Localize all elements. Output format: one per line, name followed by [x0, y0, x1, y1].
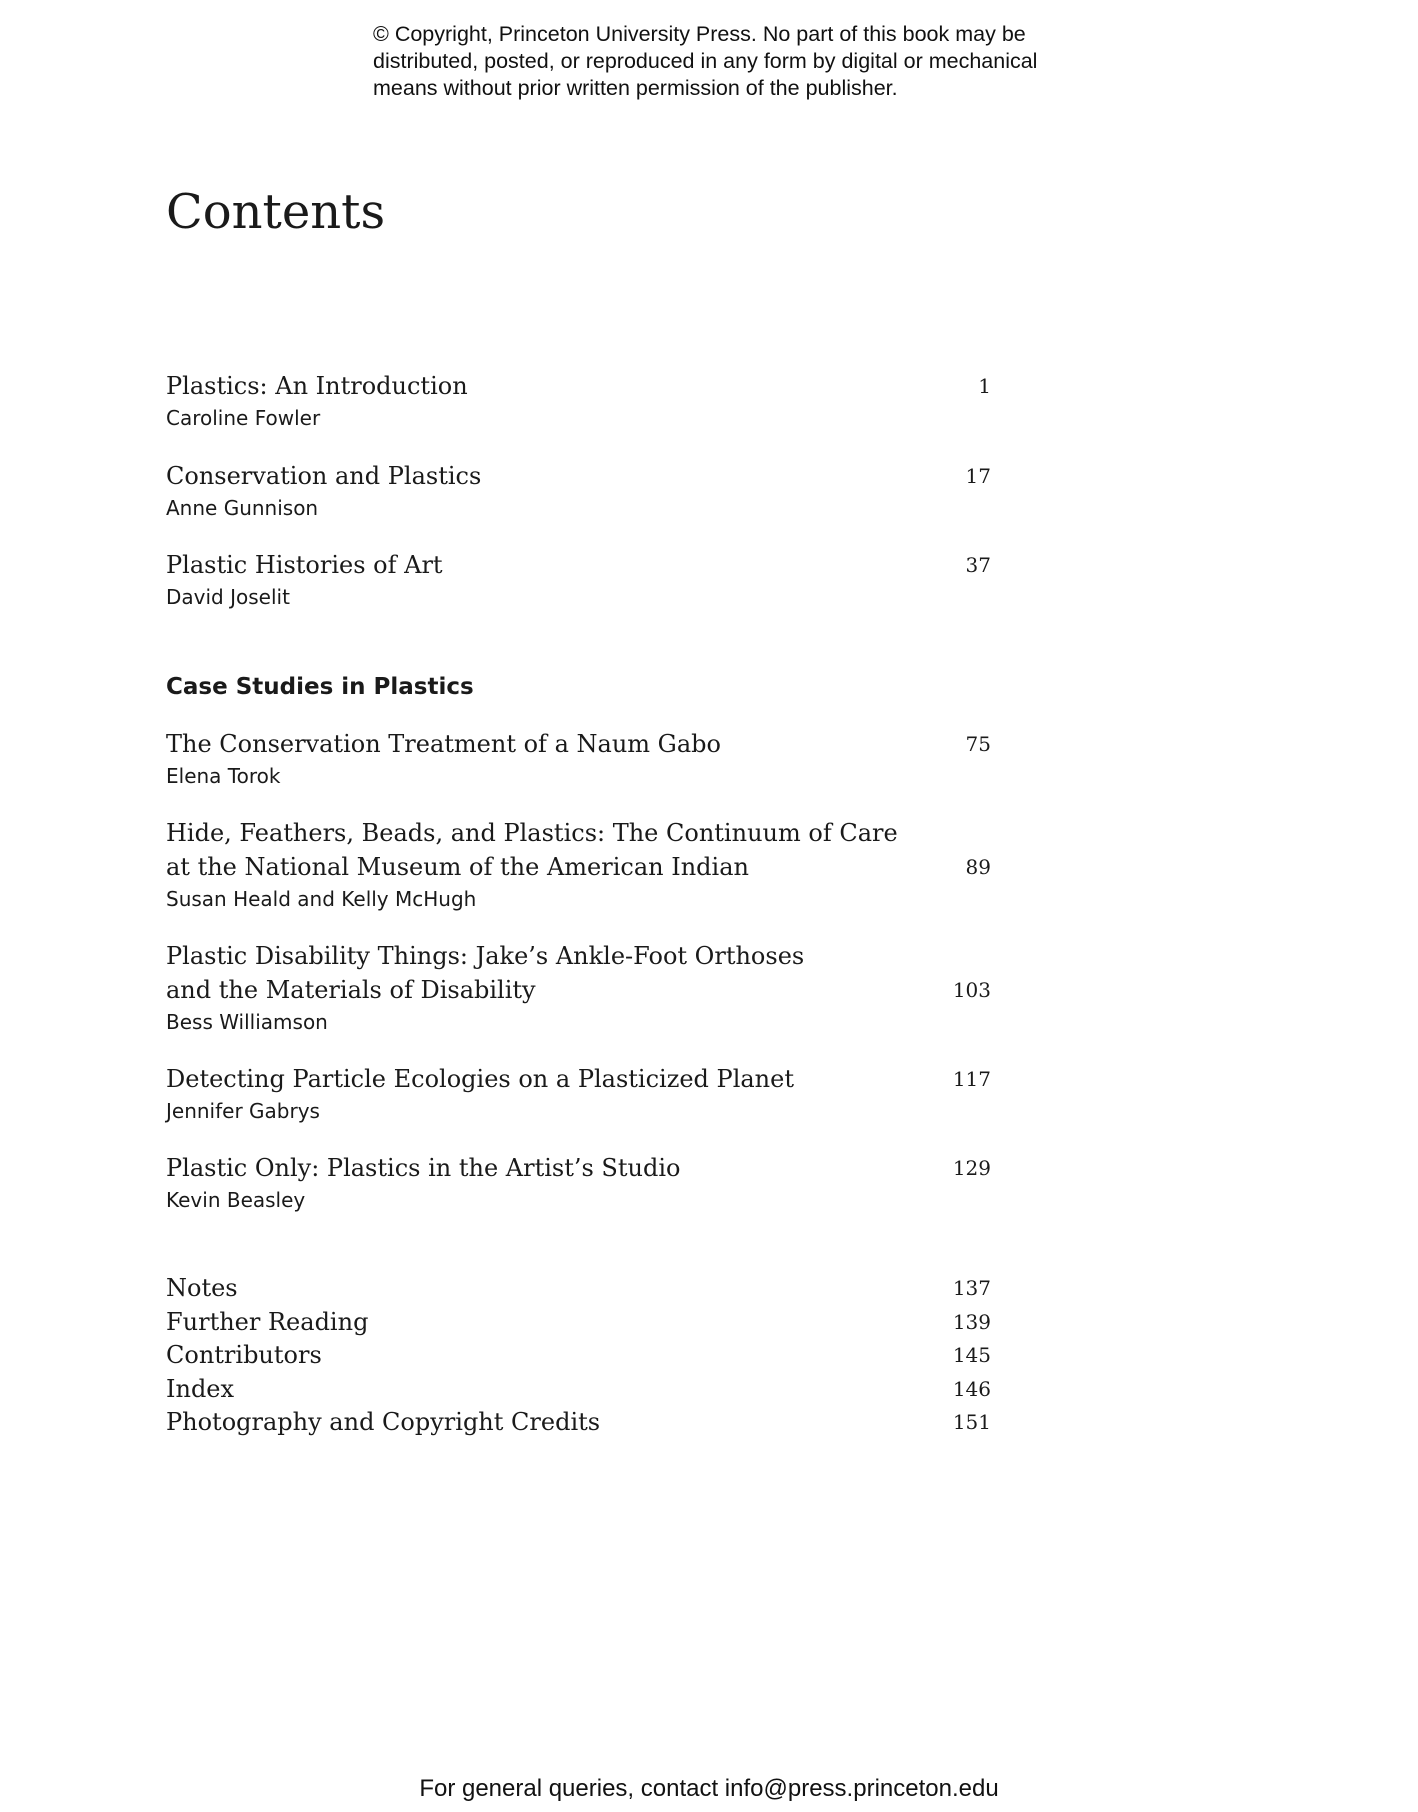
toc-entry[interactable]	[166, 548, 991, 612]
toc-entry-page-number: 17	[965, 464, 991, 488]
toc-entry-page-number: 37	[965, 553, 991, 577]
toc-entry-author: Jennifer Gabrys	[166, 1099, 320, 1123]
toc-entry-page-number: 103	[952, 978, 991, 1002]
back-matter-page-number: 145	[952, 1343, 991, 1367]
toc-entry-title: Hide, Feathers, Beads, and Plastics: The Continuum of Care at the National Museum of the American Indian	[166, 819, 898, 881]
toc-entry-page-number: 1	[978, 374, 991, 398]
back-matter-title: Photography and Copyright Credits	[166, 1408, 601, 1436]
toc-entry-page-number: 75	[965, 732, 991, 756]
back-matter-list	[166, 1272, 991, 1440]
footer-contact	[0, 1774, 1418, 1804]
back-matter-item[interactable]	[166, 1373, 991, 1407]
toc-entry-page-number: 117	[952, 1067, 991, 1091]
copyright-line: distributed, posted, or reproduced in any form by digital or mechanical	[373, 49, 1038, 73]
copyright-notice	[373, 21, 1093, 102]
back-matter-title: Index	[166, 1374, 235, 1403]
toc-entry-author: David Joselit	[166, 585, 290, 609]
toc-entry-title: Plastic Only: Plastics in the Artist’s Studio	[166, 1154, 681, 1182]
back-matter-page-number: 137	[952, 1276, 991, 1300]
toc-entry[interactable]	[166, 1151, 991, 1215]
toc-entry[interactable]	[166, 816, 991, 914]
toc-entry[interactable]	[166, 939, 991, 1037]
back-matter-title: Contributors	[166, 1341, 322, 1369]
toc-entry[interactable]	[166, 459, 991, 523]
toc-entry-author: Bess Williamson	[166, 1010, 328, 1034]
copyright-line: © Copyright, Princeton University Press. No part of this book may be	[373, 22, 1026, 46]
toc-entry-title: Conservation and Plastics	[166, 462, 482, 490]
back-matter-page-number: 139	[952, 1309, 991, 1334]
toc-entry-title: Detecting Particle Ecologies on a Plasticized Planet	[166, 1065, 794, 1093]
toc-entry-page-number: 89	[965, 855, 991, 879]
copyright-line: means without prior written permission of the publisher.	[373, 76, 898, 100]
back-matter-item[interactable]	[166, 1306, 991, 1340]
footer-contact-text: For general queries, contact info@press.princeton.edu	[419, 1775, 999, 1802]
back-matter-title: Notes	[166, 1274, 238, 1302]
back-matter-item[interactable]	[166, 1339, 991, 1373]
back-matter-page-number: 151	[952, 1410, 991, 1434]
toc-entry[interactable]	[166, 369, 991, 433]
toc-entry-title: Plastics: An Introduction	[166, 372, 468, 400]
toc-entry-title: The Conservation Treatment of a Naum Gabo	[166, 730, 721, 758]
back-matter-item[interactable]	[166, 1272, 991, 1306]
toc-entry-author: Kevin Beasley	[166, 1188, 306, 1212]
toc-entry-page-number: 129	[952, 1156, 991, 1180]
toc-entry-author: Susan Heald and Kelly McHugh	[166, 887, 477, 911]
back-matter-item[interactable]	[166, 1406, 991, 1440]
back-matter-page-number: 146	[952, 1376, 991, 1401]
toc-entry[interactable]	[166, 727, 991, 791]
back-matter-title: Further Reading	[166, 1307, 369, 1336]
toc-entry-title: Plastic Histories of Art	[166, 551, 443, 579]
toc-entry-author: Elena Torok	[166, 764, 281, 788]
toc-entry-author: Anne Gunnison	[166, 496, 319, 520]
section-heading: Case Studies in Plastics	[166, 674, 474, 700]
toc-entry-author: Caroline Fowler	[166, 406, 321, 430]
toc-entry-title: Plastic Disability Things: Jake’s Ankle-Foot Orthoses and the Materials of Disability	[166, 942, 805, 1004]
page-title: Contents	[166, 184, 386, 240]
toc-entry[interactable]	[166, 1062, 991, 1126]
